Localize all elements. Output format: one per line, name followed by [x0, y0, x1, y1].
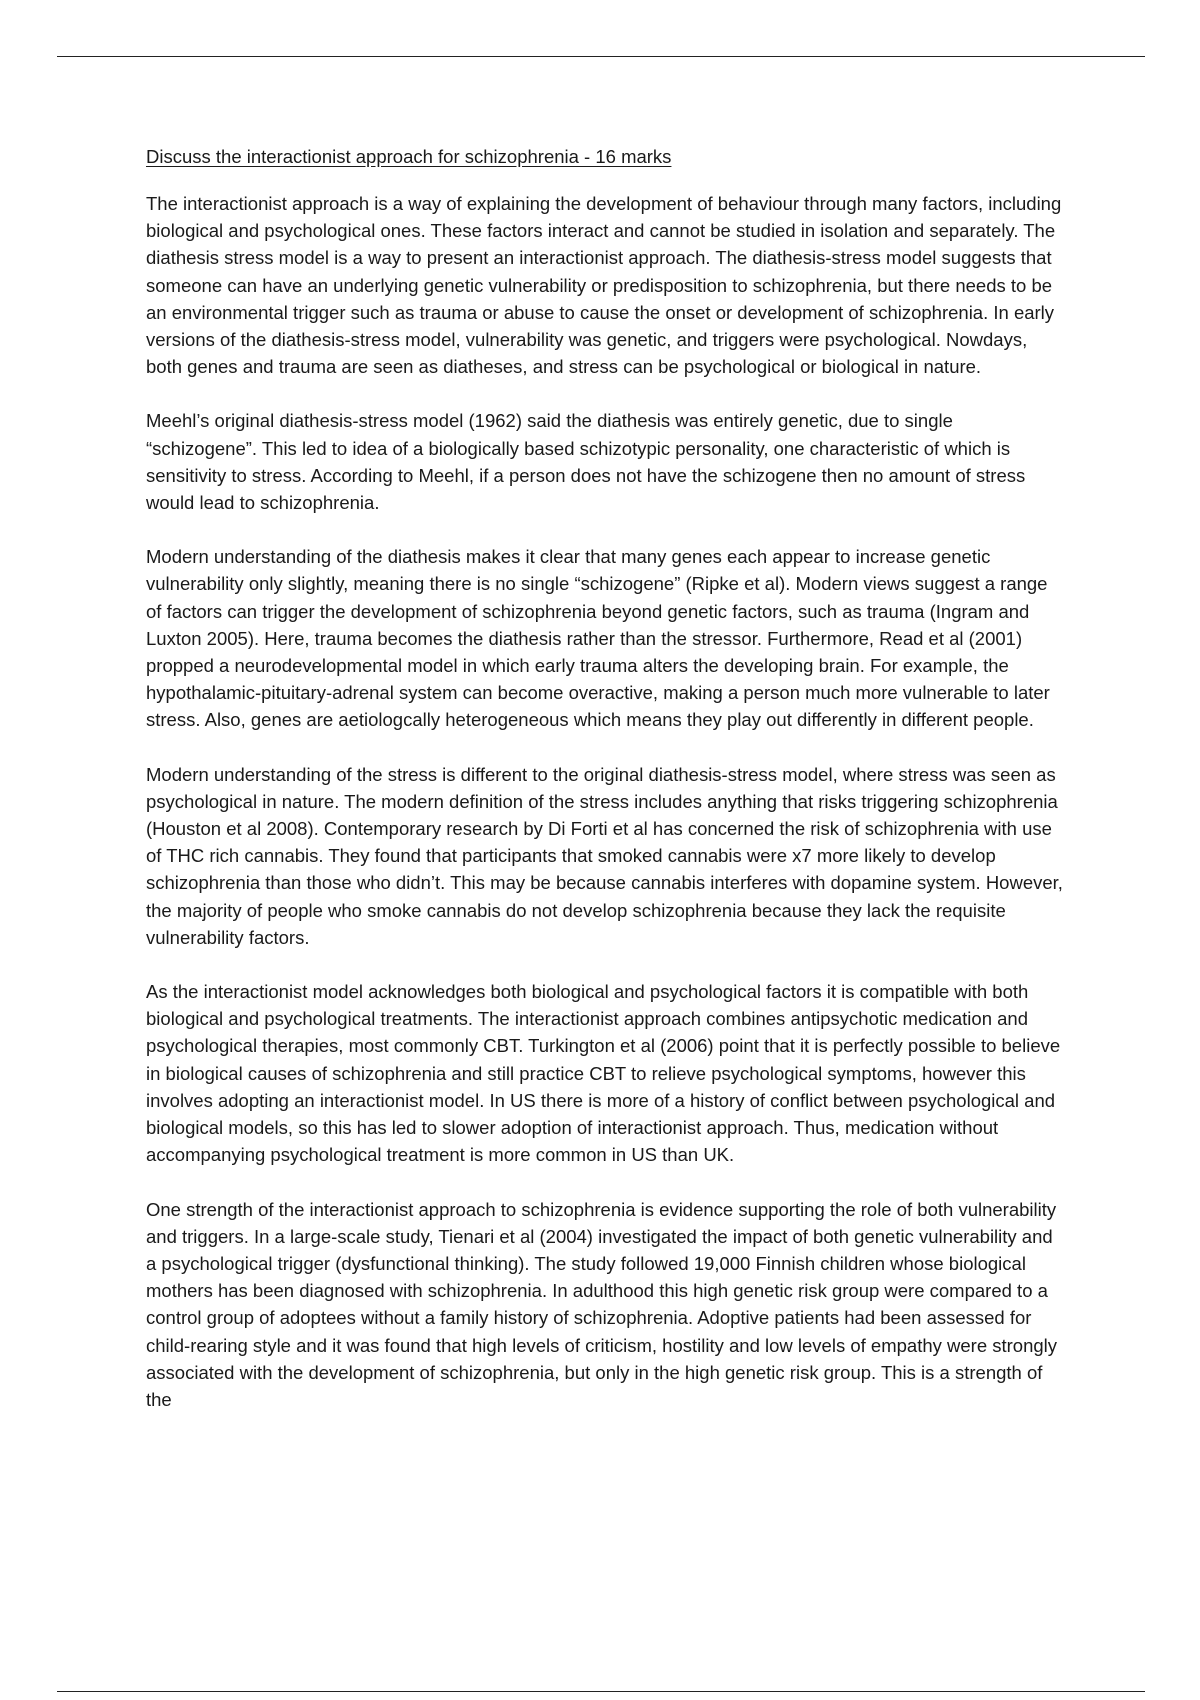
document-title: Discuss the interactionist approach for schizophrenia - 16 marks [146, 146, 672, 167]
paragraph-3: Modern understanding of the diathesis makes it clear that many genes each appear to increase genetic vulnerability only slightly, meaning there is no single “schizogene” (Ripke et al). Modern views suggest a range of factors can trigger the development of schizophrenia beyond genetic factors, such as trauma (Ingram and Luxton 2005). Here, trauma becomes the diathesis rather than the stressor. Furthermore, Read et al (2001) propped a neurodevelopmental model in which early trauma alters the developing brain. For example, the hypothalamic-pituitary-adrenal system can become overactive, making a person much more vulnerable to later stress. Also, genes are aetiologcally heterogeneous which means they play out differently in different people. [146, 546, 1050, 731]
paragraph-1: The interactionist approach is a way of explaining the development of behaviour through many factors, including biological and psychological ones. These factors interact and cannot be studied in isolation and separately. The diathesis stress model is a way to present an interactionist approach. The diathesis-stress model suggests that someone can have an underlying genetic vulnerability or predisposition to schizophrenia, but there needs to be an environmental trigger such as trauma or abuse to cause the onset or development of schizophrenia. In early versions of the diathesis-stress model, vulnerability was genetic, and triggers were psychological. Nowdays, both genes and trauma are seen as diatheses, and stress can be psychological or biological in nature. [146, 193, 1062, 378]
paragraph-2: Meehl’s original diathesis-stress model (1962) said the diathesis was entirely genetic, due to single “schizogene”. This led to idea of a biologically based schizotypic personality, one characteristic of which is sensitivity to stress. According to Meehl, if a person does not have the schizogene then no amount of stress would lead to schizophrenia. [146, 410, 1026, 514]
paragraph-6: One strength of the interactionist approach to schizophrenia is evidence supporting the role of both vulnerability and triggers. In a large-scale study, Tienari et al (2004) investigated the impact of both genetic vulnerability and a psychological trigger (dysfunctional thinking). The study followed 19,000 Finnish children whose biological mothers has been diagnosed with schizophrenia. In adulthood this high genetic risk group were compared to a control group of adoptees without a family history of schizophrenia. Adoptive patients had been assessed for child-rearing style and it was found that high levels of criticism, hostility and low levels of empathy were strongly associated with the development of schizophrenia, but only in the high genetic risk group. This is a strength of the [146, 1198, 1058, 1410]
document-body [146, 143, 1066, 1440]
paragraph-5: As the interactionist model acknowledges both biological and psychological factors it is compatible with both biological and psychological treatments. The interactionist approach combines antipsychotic medication and psychological therapies, most commonly CBT. Turkington et al (2006) point that it is perfectly possible to believe in biological causes of schizophrenia and still practice CBT to relieve psychological symptoms, however this involves adopting an interactionist model. In US there is more of a history of conflict between psychological and biological models, so this has led to slower adoption of interactionist approach. Thus, medication without accompanying psychological treatment is more common in US than UK. [146, 981, 1061, 1166]
footer-rule [57, 1691, 1145, 1692]
header-rule [57, 56, 1145, 57]
paragraph-4: Modern understanding of the stress is different to the original diathesis-stress model, where stress was seen as psychological in nature. The modern definition of the stress includes anything that risks triggering schizophrenia (Houston et al 2008). Contemporary research by Di Forti et al has concerned the risk of schizophrenia with use of THC rich cannabis. They found that participants that smoked cannabis were x7 more likely to develop schizophrenia than those who didn’t. This may be because cannabis interferes with dopamine system. However, the majority of people who smoke cannabis do not develop schizophrenia because they lack the requisite vulnerability factors. [146, 763, 1063, 948]
